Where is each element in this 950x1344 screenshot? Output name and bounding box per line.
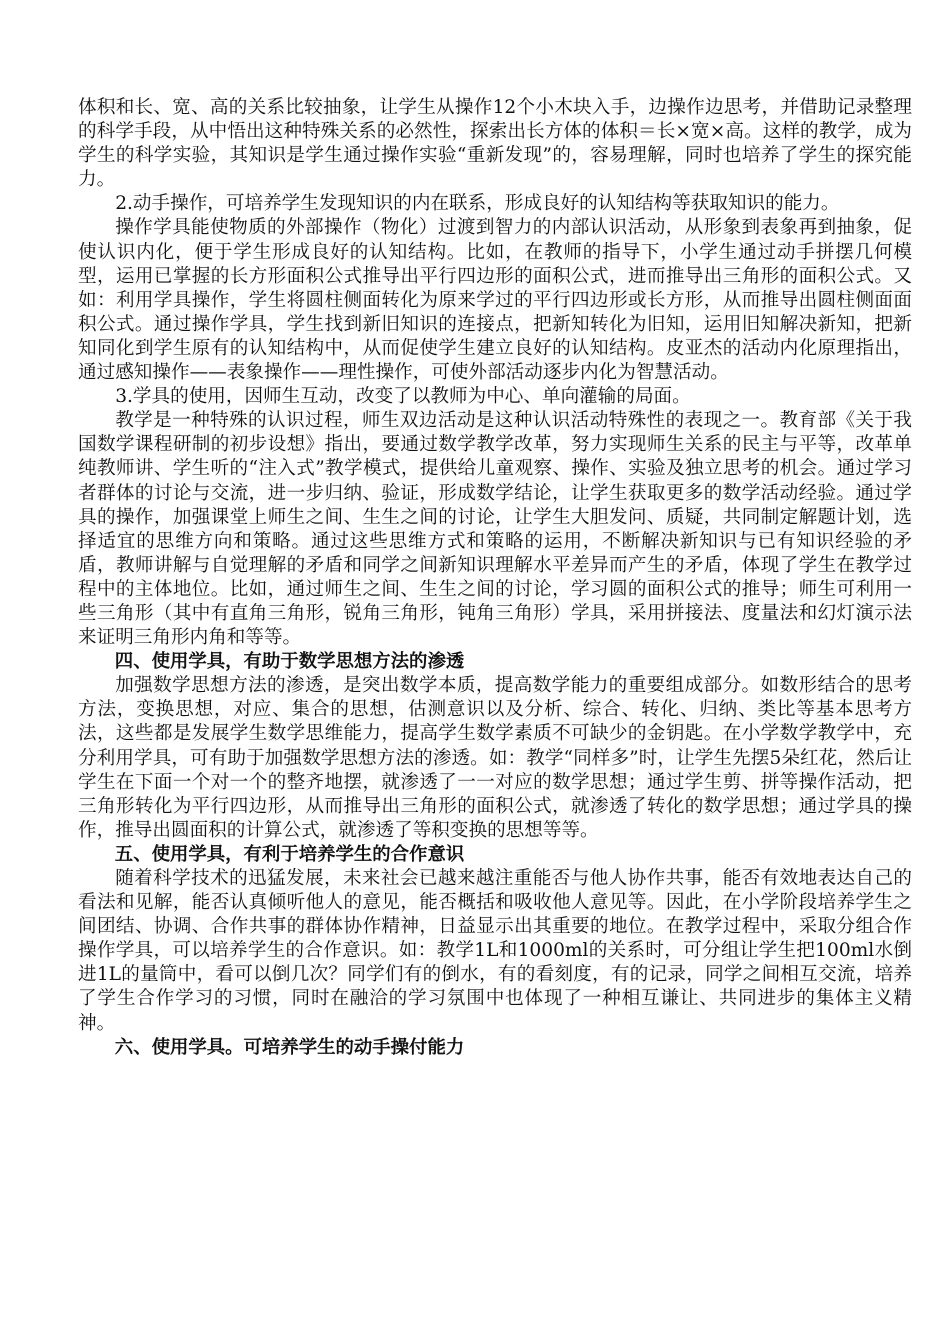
- body-paragraph: 随着科学技术的迅猛发展，未来社会已越来越注重能否与他人协作共事，能否有效地表达自己的看法和见解，能否认真倾听他人的意见，能否概括和吸收他人意见等。因此，在小学阶段培养学生之间团结、协调、合作共事的群体协作精神，日益显示出其重要的地位。在教学过程中，采取分组合作操作学具，可以培养学生的合作意识。如：教学1L和1000ml的关系时，可分组让学生把100ml水倒进1L的量筒中，看可以倒几次？同学们有的倒水，有的看刻度，有的记录，同学之间相互交流，培养了学生合作学习的习惯，同时在融洽的学习氛围中也体现了一种相互谦让、共同进步的集体主义精神。: [78, 868, 912, 1034]
- body-paragraph: 加强数学思想方法的渗透，是突出数学本质，提高数学能力的重要组成部分。如数形结合的思考方法，变换思想，对应、集合的思想，估测意识以及分析、综合、转化、归纳、类比等基本思考方法，这些都是发展学生数学思维能力，提高学生数学素质不可缺少的金钥匙。在小学数学教学中，充分利用学具，可有助于加强数学思想方法的渗透。如：教学“同样多”时，让学生先摆5朵红花，然后让学生在下面一个对一个的整齐地摆，就渗透了一一对应的数学思想；通过学生剪、拼等操作活动，把三角形转化为平行四边形，从而推导出三角形的面积公式，就渗透了转化的数学思想；通过学具的操作，推导出圆面积的计算公式，就渗透了等积变换的思想等等。: [78, 675, 912, 841]
- document-body: [78, 96, 912, 1060]
- body-paragraph: 3.学具的使用，因师生互动，改变了以教师为中心、单向灌输的局面。: [115, 386, 691, 408]
- body-paragraph: 教学是一种特殊的认识过程，师生双边活动是这种认识活动特殊性的表现之一。教育部《关于我国数学课程研制的初步设想》指出，要通过数学教学改革，努力实现师生关系的民主与平等，改革单纯教师讲、学生听的“注入式”教学模式，提供给儿童观察、操作、实验及独立思考的机会。通过学习者群体的讨论与交流，进一步归纳、验证，形成数学结论，让学生获取更多的数学活动经验。通过学具的操作，加强课堂上师生之间、生生之间的讨论，让学生大胆发问、质疑，共同制定解题计划，选择适宜的思维方向和策略。通过这些思维方式和策略的运用，不断解决新知识与已有知识经验的矛盾，教师讲解与自觉理解的矛盾和同学之间新知识理解水平差异而产生的矛盾，体现了学生在教学过程中的主体地位。比如，通过师生之间、生生之间的讨论，学习圆的面积公式的推导；师生可利用一些三角形（其中有直角三角形，锐角三角形，钝角三角形）学具，采用拼接法、度量法和幻灯演示法来证明三角形内角和等等。: [78, 410, 912, 649]
- section-heading: 五、使用学具，有利于培养学生的合作意识: [114, 843, 465, 865]
- body-paragraph: 体积和长、宽、高的关系比较抽象，让学生从操作12个小木块入手，边操作边思考，并借助记录整理的科学手段，从中悟出这种特殊关系的必然性，探索出长方体的体积＝长×宽×高。这样的教学，成为学生的科学实验，其知识是学生通过操作实验“重新发现”的，容易理解，同时也培养了学生的探究能力。: [78, 97, 912, 191]
- body-paragraph: 2.动手操作，可培养学生发现知识的内在联系，形成良好的认知结构等获取知识的能力。: [115, 193, 840, 215]
- section-heading: 四、使用学具，有助于数学思想方法的渗透: [114, 651, 465, 673]
- section-heading: 六、使用学具。可培养学生的动手操付能力: [114, 1036, 465, 1058]
- body-paragraph: 操作学具能使物质的外部操作（物化）过渡到智力的内部认识活动，从形象到表象再到抽象，促使认识内化，便于学生形成良好的认知结构。比如，在教师的指导下，小学生通过动手拼摆几何模型，运用已掌握的长方形面积公式推导出平行四边形的面积公式，进而推导出三角形的面积公式。又如：利用学具操作，学生将圆柱侧面转化为原来学过的平行四边形或长方形，从而推导出圆柱侧面面积公式。通过操作学具，学生找到新旧知识的连接点，把新知转化为旧知，运用旧知解决新知，把新知同化到学生原有的认知结构中，从而促使学生建立良好的认知结构。皮亚杰的活动内化原理指出，通过感知操作——表象操作——理性操作，可使外部活动逐步内化为智慧活动。: [78, 217, 912, 384]
